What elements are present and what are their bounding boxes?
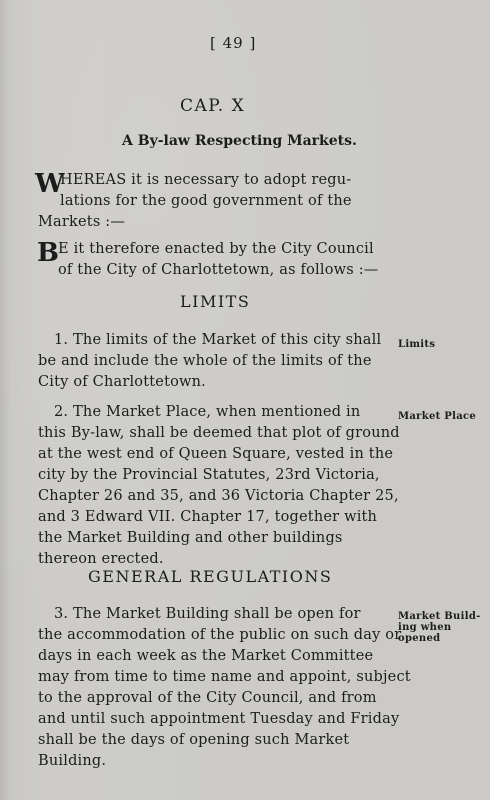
paragraph-line: lations for the good government of the bbox=[60, 193, 352, 209]
paragraph-line: and until such appointment Tuesday and Friday bbox=[38, 711, 400, 727]
margin-note-limits: Limits bbox=[398, 339, 436, 350]
paragraph-line: days in each week as the Market Committee bbox=[38, 648, 374, 664]
paragraph-line: may from time to time name and appoint, subject bbox=[38, 669, 411, 685]
margin-note-line: opened bbox=[398, 633, 441, 644]
paragraph-line: 3. The Market Building shall be open for bbox=[54, 606, 361, 622]
margin-note-market-place: Market Place bbox=[398, 411, 477, 422]
paragraph-line: the accommodation of the public on such day or bbox=[38, 627, 402, 643]
general-regulations-heading: GENERAL REGULATIONS bbox=[88, 567, 333, 586]
paragraph-line: and 3 Edward VII. Chapter 17, together with bbox=[38, 509, 378, 525]
margin-note-line: Market Build- bbox=[398, 611, 481, 622]
paragraph-line: E it therefore enacted by the City Council bbox=[58, 241, 374, 257]
limits-heading: LIMITS bbox=[180, 292, 251, 311]
paragraph-line: Markets :— bbox=[38, 214, 126, 230]
paragraph-line: at the west end of Queen Square, vested in the bbox=[38, 446, 394, 462]
paragraph-line: Chapter 26 and 35, and 36 Victoria Chapter 25, bbox=[38, 488, 399, 504]
chapter-title: CAP. X bbox=[180, 96, 246, 116]
bylaw-subtitle: A By-law Respecting Markets. bbox=[122, 133, 357, 149]
paragraph-line: shall be the days of opening such Market bbox=[38, 732, 350, 748]
whereas-drop-cap: W bbox=[35, 169, 65, 199]
margin-note-market-building bbox=[398, 611, 481, 644]
margin-note-line: ing when bbox=[398, 622, 452, 633]
paragraph-line: Building. bbox=[38, 753, 107, 769]
paragraph-line: 2. The Market Place, when mentioned in bbox=[54, 404, 361, 420]
paragraph-line: the Market Building and other buildings bbox=[38, 530, 343, 546]
enactment-drop-cap: B bbox=[37, 238, 59, 268]
paragraph-line: city by the Provincial Statutes, 23rd Victoria, bbox=[38, 467, 380, 483]
paragraph-line: 1. The limits of the Market of this city shall bbox=[54, 332, 382, 348]
paragraph-line: HEREAS it is necessary to adopt regu- bbox=[60, 172, 352, 188]
paragraph-line: thereon erected. bbox=[38, 551, 164, 567]
paragraph-line: this By-law, shall be deemed that plot of ground bbox=[38, 425, 400, 441]
page-number: [ 49 ] bbox=[210, 34, 257, 52]
paragraph-line: be and include the whole of the limits of the bbox=[38, 353, 372, 369]
paragraph-line: City of Charlottetown. bbox=[38, 374, 206, 390]
paragraph-line: to the approval of the City Council, and from bbox=[38, 690, 377, 706]
paragraph-line: of the City of Charlottetown, as follows :— bbox=[58, 262, 379, 278]
